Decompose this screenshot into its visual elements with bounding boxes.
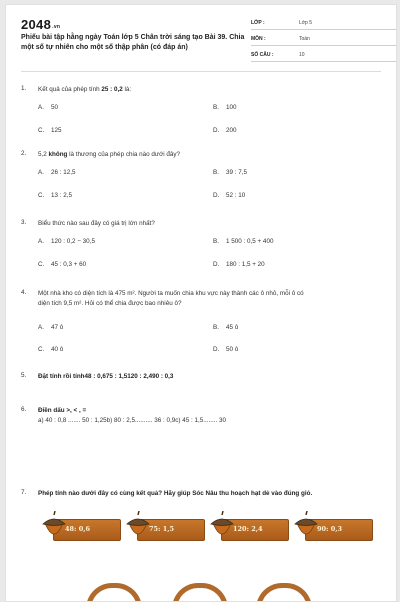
option-4b[interactable]: B. 45 ô	[213, 324, 239, 331]
option-2c[interactable]: C. 13 : 2,5	[38, 192, 73, 199]
acorn-card[interactable]	[41, 511, 123, 545]
header-divider	[21, 71, 381, 72]
site-logo[interactable]: 2048.vn	[21, 17, 61, 32]
option-3c[interactable]: C. 45 : 0,3 + 60	[38, 261, 87, 268]
option-2a[interactable]: A. 26 : 12,5	[38, 169, 76, 176]
option-4a[interactable]: A. 47 ô	[38, 324, 64, 331]
acorn-icon	[293, 511, 319, 543]
acorn-icon	[41, 511, 67, 543]
acorn-card[interactable]	[293, 511, 375, 545]
question-7: 7. Phép tính nào dưới đây có cùng kết quả? Hãy giúp Sóc Nâu thu hoạch hạt dẻ vào đúng giỏ.	[21, 489, 313, 497]
meta-grade: LỚP : Lớp 5	[251, 16, 397, 30]
acorn-card[interactable]	[209, 511, 291, 545]
basket-handle[interactable]	[86, 583, 142, 602]
question-6: 6. Điền dấu >, < , = a) 40 : 0,8 ....... 50 : 1,25b) 80 : 2,5.......... 36 : 0,9c) 45 : 1,5........ 30	[21, 406, 226, 424]
meta-question-count: SỐ CÂU : 10	[251, 48, 397, 62]
option-1a[interactable]: A. 50	[38, 104, 59, 111]
worksheet-header	[21, 15, 384, 65]
question-5: 5. Đặt tính rồi tính48 : 0,675 : 1,5120 : 2,490 : 0,3	[21, 372, 174, 380]
question-3: 3. Biểu thức nào sau đây có giá trị lớn nhất? A. 120 : 0,2 − 30,5 B. 1 500 : 0,5 + 400 C. 45 : 0,3 + 60 D. 180 : 1,5 + 20	[21, 219, 274, 268]
meta-subject: MÔN : Toán	[251, 32, 397, 46]
acorn-label: 48: 0,6	[65, 525, 91, 533]
acorn-row	[41, 511, 371, 545]
acorn-label: 120: 2,4	[233, 525, 263, 533]
option-4c[interactable]: C. 40 ô	[38, 346, 64, 353]
option-1b[interactable]: B. 100	[213, 104, 237, 111]
option-1c[interactable]: C. 125	[38, 127, 62, 134]
option-4d[interactable]: D. 50 ô	[213, 346, 239, 353]
basket-handle[interactable]	[256, 583, 312, 602]
option-3d[interactable]: D. 180 : 1,5 + 20	[213, 261, 265, 268]
question-2: 2. 5,2 không là thương của phép chia nào dưới đây? A. 26 : 12,5 B. 39 : 7,5 C. 13 : 2,5 D. 52 : 10	[21, 150, 248, 199]
option-2d[interactable]: D. 52 : 10	[213, 192, 246, 199]
option-2b[interactable]: B. 39 : 7,5	[213, 169, 248, 176]
acorn-icon	[209, 511, 235, 543]
acorn-card[interactable]	[125, 511, 207, 545]
worksheet-meta	[251, 16, 397, 64]
acorn-icon	[125, 511, 151, 543]
option-3b[interactable]: B. 1 500 : 0,5 + 400	[213, 238, 274, 245]
basket-handle[interactable]	[172, 583, 228, 602]
option-1d[interactable]: D. 200	[213, 127, 237, 134]
worksheet-title: Phiếu bài tập hằng ngày Toán lớp 5 Chân trời sáng tạo Bài 39. Chia một số tự nhiên cho một số thập phân (có đáp án)	[21, 34, 245, 51]
acorn-label: 75: 1,5	[149, 525, 175, 533]
question-1: 1. Kết quả của phép tính 25 : 0,2 là: A. 50 B. 100 C. 125 D. 200	[21, 85, 237, 134]
option-3a[interactable]: A. 120 : 0,2 − 30,5	[38, 238, 95, 245]
worksheet-page	[5, 4, 397, 602]
acorn-label: 90: 0,3	[317, 525, 343, 533]
question-4: 4. Một nhà kho có diện tích là 475 m². Người ta muốn chia khu vực này thành các ô nhỏ, mỗi ô có diện tích 9,5 m². Hỏi có thể chia được bao nhiêu ô? A. 47 ô B. 45 ô C. 40 ô D. 50 ô	[21, 289, 304, 353]
